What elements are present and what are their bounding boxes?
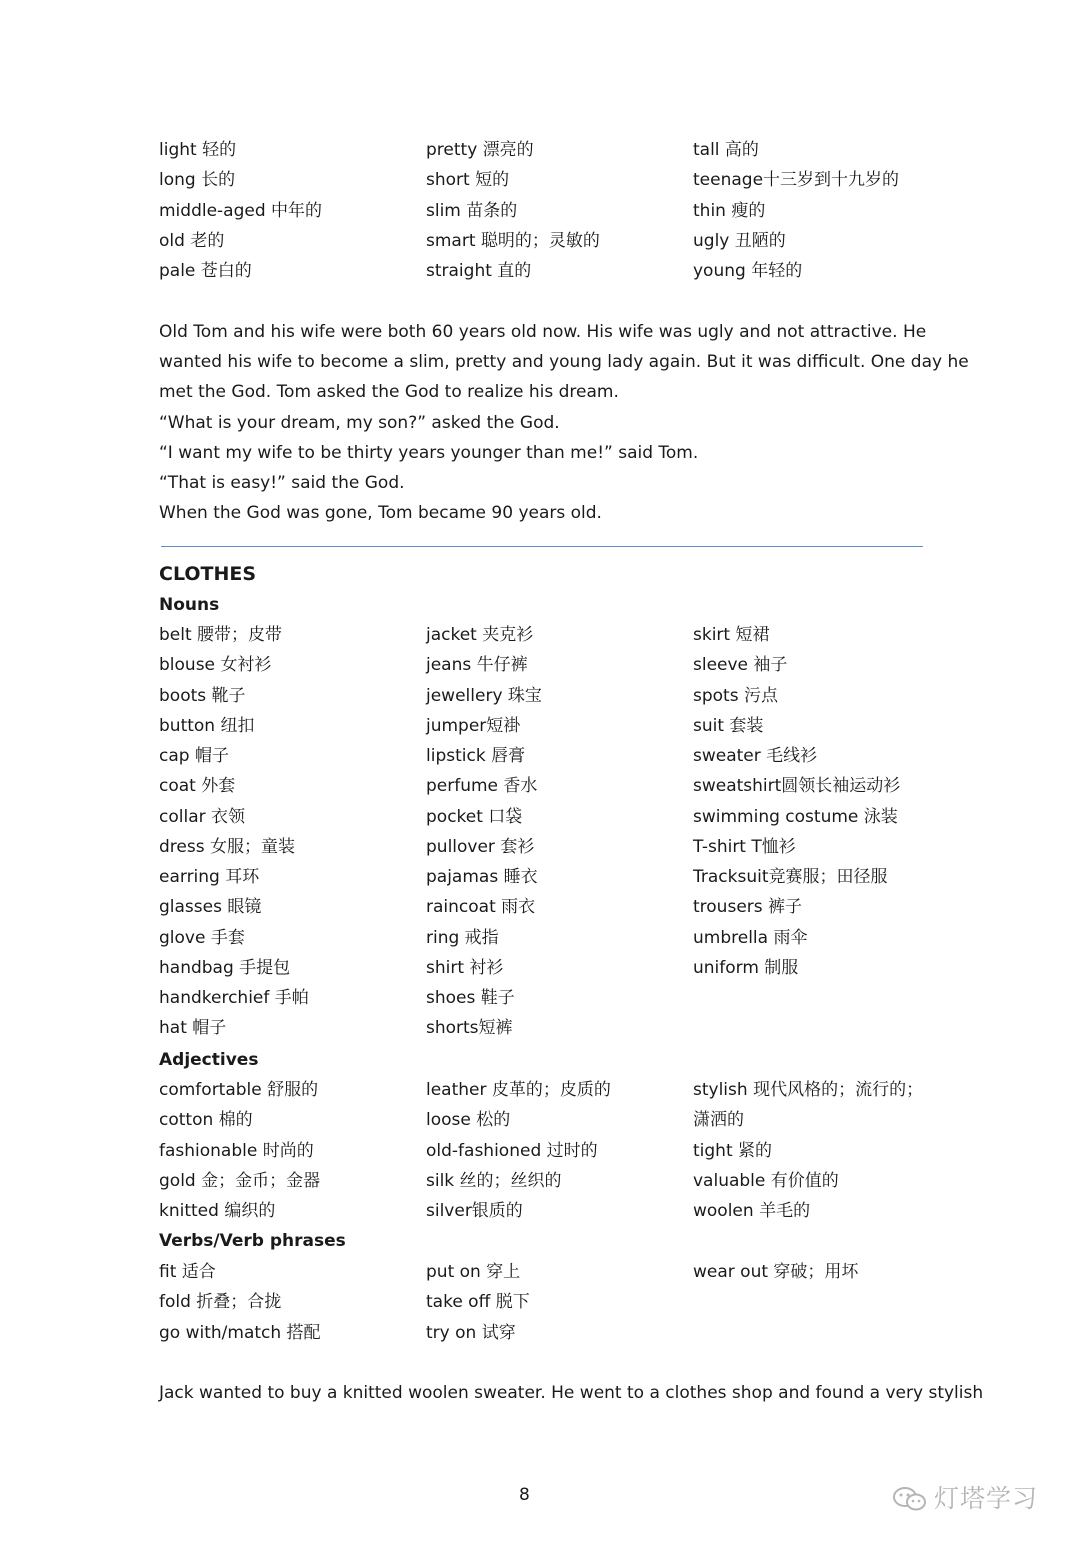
vocab-entry: swimming costume 泳装	[693, 806, 898, 827]
vocab-row	[159, 201, 939, 231]
vocab-entry: handkerchief 手帕	[159, 988, 309, 1008]
vocab-row	[159, 867, 939, 897]
vocab-row	[159, 928, 939, 958]
vocab-entry: dress 女服；童装	[159, 836, 295, 857]
vocab-entry: sweatshirt圆领长袖运动衫	[693, 776, 901, 797]
vocab-row	[159, 625, 939, 655]
vocab-entry: pocket 口袋	[426, 806, 523, 827]
vocab-row	[159, 1171, 939, 1201]
vocab-entry: middle-aged 中年的	[159, 200, 323, 221]
vocab-entry: shirt 衬衫	[426, 957, 504, 978]
vocab-entry: fit 适合	[159, 1262, 216, 1282]
vocab-entry: fashionable 时尚的	[159, 1140, 314, 1161]
vocab-entry: shoes 鞋子	[426, 988, 515, 1008]
vocab-entry: pale 苍白的	[159, 261, 252, 281]
vocab-entry: long 长的	[159, 170, 236, 191]
vocab-entry: comfortable 舒服的	[159, 1080, 319, 1100]
watermark-text: 灯塔学习	[934, 1484, 1039, 1513]
vocab-entry: go with/match 搭配	[159, 1322, 321, 1343]
vocab-entry: loose 松的	[426, 1110, 511, 1131]
story-line: Jack wanted to buy a knitted woolen sweater. He went to a clothes shop and found a very stylish	[159, 1383, 984, 1403]
vocab-row	[159, 1110, 939, 1140]
vocab-entry: smart 聪明的；灵敏的	[426, 230, 600, 251]
vocab-entry: ring 戒指	[426, 927, 499, 948]
story-line: “What is your dream, my son?” asked the God.	[159, 412, 560, 433]
vocab-entry: earring 耳环	[159, 867, 260, 887]
vocab-entry: button 纽扣	[159, 715, 255, 736]
vocab-entry: trousers 裤子	[693, 897, 803, 918]
vocab-entry: perfume 香水	[426, 776, 538, 797]
vocab-entry: coat 外套	[159, 776, 236, 797]
vocab-entry: raincoat 雨衣	[426, 897, 536, 918]
verbs-vocab-table	[159, 1262, 939, 1353]
vocab-row	[159, 776, 939, 806]
verbs-heading: Verbs/Verb phrases	[159, 1231, 346, 1251]
vocab-row	[159, 231, 939, 261]
vocab-entry: suit 套装	[693, 715, 764, 736]
vocab-row	[159, 958, 939, 988]
story-line: met the God. Tom asked the God to realize his dream.	[159, 382, 619, 403]
vocab-row	[159, 170, 939, 200]
vocab-entry: old 老的	[159, 230, 225, 251]
watermark	[890, 1484, 1038, 1514]
vocab-entry: silk 丝的；丝织的	[426, 1170, 562, 1191]
vocab-entry: tight 紧的	[693, 1140, 773, 1161]
vocab-entry: ugly 丑陋的	[693, 230, 786, 251]
vocab-entry: leather 皮革的；皮质的	[426, 1080, 611, 1100]
vocab-entry: gold 金；金币；金器	[159, 1170, 321, 1191]
vocab-row	[159, 807, 939, 837]
vocab-entry: jewellery 珠宝	[426, 685, 542, 706]
vocab-entry: glove 手套	[159, 927, 245, 948]
vocab-entry: jeans 牛仔裤	[426, 655, 528, 676]
vocab-entry: jacket 夹克衫	[426, 625, 534, 645]
vocab-entry: fold 折叠；合拢	[159, 1292, 282, 1313]
appearance-vocab-table	[159, 140, 939, 291]
vocab-entry: umbrella 雨伞	[693, 927, 808, 948]
story-paragraph	[159, 322, 969, 533]
vocab-entry: hat 帽子	[159, 1018, 227, 1039]
section-title: CLOTHES	[159, 563, 257, 585]
vocab-entry: silver银质的	[426, 1201, 523, 1221]
vocab-entry: try on 试穿	[426, 1322, 516, 1343]
nouns-vocab-table	[159, 625, 939, 1049]
vocab-entry: sweater 毛线衫	[693, 746, 818, 766]
story-line: Old Tom and his wife were both 60 years old now. His wife was ugly and not attractive. He	[159, 322, 927, 342]
vocab-entry: woolen 羊毛的	[693, 1201, 811, 1221]
story-line: When the God was gone, Tom became 90 years old.	[159, 503, 602, 524]
vocab-row	[159, 1292, 939, 1322]
vocab-row	[159, 261, 939, 291]
vocab-entry: handbag 手提包	[159, 957, 291, 978]
vocab-row	[159, 746, 939, 776]
vocab-row	[159, 1323, 939, 1353]
vocab-entry: thin 瘦的	[693, 200, 766, 221]
vocab-entry: pullover 套衫	[426, 836, 535, 857]
vocab-entry: Tracksuit竞赛服；田径服	[693, 867, 888, 887]
vocab-row	[159, 655, 939, 685]
vocab-entry: stylish 现代风格的；流行的；	[693, 1080, 924, 1100]
vocab-entry: sleeve 袖子	[693, 655, 788, 676]
vocab-row	[159, 1018, 939, 1048]
vocab-entry: old-fashioned 过时的	[426, 1140, 598, 1161]
wechat-icon	[890, 1485, 930, 1513]
vocab-row	[159, 716, 939, 746]
vocab-entry: glasses 眼镜	[159, 897, 262, 918]
vocab-entry: short 短的	[426, 170, 510, 191]
page-number: 8	[519, 1485, 530, 1505]
vocab-entry: blouse 女衬衫	[159, 655, 272, 676]
vocab-entry: teenage十三岁到十九岁的	[693, 170, 900, 191]
story-line: “I want my wife to be thirty years younger than me!” said Tom.	[159, 442, 699, 463]
vocab-entry: wear out 穿破；用坏	[693, 1262, 859, 1282]
section-divider	[161, 546, 923, 547]
vocab-entry: slim 苗条的	[426, 200, 518, 221]
vocab-row	[159, 1141, 939, 1171]
vocab-entry: skirt 短裙	[693, 625, 770, 645]
vocab-entry: valuable 有价值的	[693, 1170, 839, 1191]
vocab-entry: spots 污点	[693, 685, 778, 706]
story-line: “That is easy!” said the God.	[159, 472, 405, 493]
adjectives-heading: Adjectives	[159, 1050, 259, 1070]
vocab-row	[159, 988, 939, 1018]
vocab-row	[159, 837, 939, 867]
vocab-entry: cap 帽子	[159, 746, 229, 766]
vocab-entry: belt 腰带；皮带	[159, 625, 283, 645]
vocab-entry: jumper短褂	[426, 715, 521, 736]
vocab-row	[159, 897, 939, 927]
vocab-row	[159, 1201, 939, 1231]
vocab-entry: lipstick 唇膏	[426, 746, 526, 766]
vocab-entry: young 年轻的	[693, 261, 803, 281]
adjectives-vocab-table	[159, 1080, 939, 1231]
vocab-entry: boots 靴子	[159, 685, 246, 706]
vocab-entry: light 轻的	[159, 140, 237, 160]
story-line: wanted his wife to become a slim, pretty and young lady again. But it was difficult. One day he	[159, 352, 969, 373]
vocab-row	[159, 140, 939, 170]
vocab-entry: take off 脱下	[426, 1292, 530, 1313]
vocab-entry: 潇洒的	[693, 1110, 744, 1131]
vocab-entry: knitted 编织的	[159, 1201, 276, 1221]
vocab-entry: pajamas 睡衣	[426, 867, 538, 887]
vocab-entry: shorts短裤	[426, 1018, 513, 1039]
vocab-row	[159, 1262, 939, 1292]
vocab-entry: put on 穿上	[426, 1262, 521, 1282]
vocab-entry: uniform 制服	[693, 957, 799, 978]
vocab-entry: cotton 棉的	[159, 1110, 253, 1131]
vocab-entry: tall 高的	[693, 140, 759, 160]
vocab-entry: collar 衣领	[159, 806, 246, 827]
vocab-entry: pretty 漂亮的	[426, 140, 534, 160]
vocab-entry: T-shirt T恤衫	[693, 836, 796, 857]
vocab-entry: straight 直的	[426, 261, 532, 281]
vocab-row	[159, 686, 939, 716]
vocab-row	[159, 1080, 939, 1110]
nouns-heading: Nouns	[159, 595, 220, 615]
